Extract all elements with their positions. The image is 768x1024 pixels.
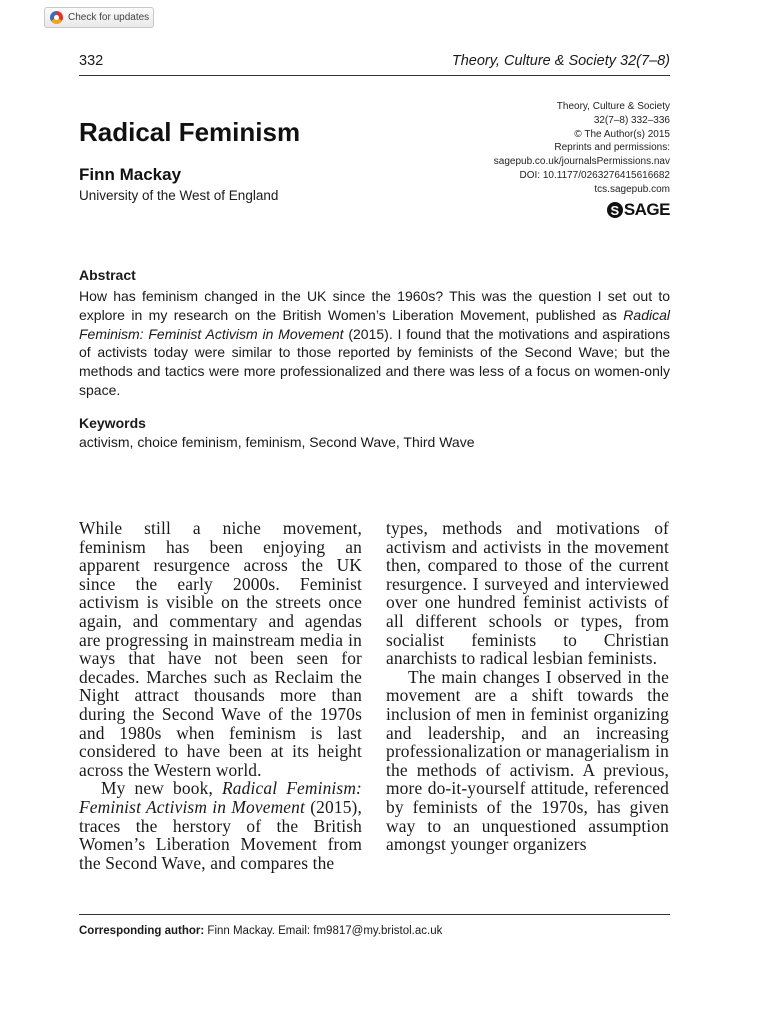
journal-citation: Theory, Culture & Society 32(7–8) [451, 53, 670, 69]
author-name: Finn Mackay [79, 165, 182, 184]
meta-volume: 32(7–8) 332–336 [593, 114, 670, 126]
body-paragraph: types, methods and motivations of activism and activists in the movement then, compared to those of the current resurgence. I surveyed and interviewed over one hundred feminist activists of all different schools or types, from socialist feminists to Christian anarchists to radical lesbian feminists. [386, 518, 669, 669]
keywords-list: activism, choice feminism, feminism, Second Wave, Third Wave [79, 434, 475, 450]
meta-copyright: © The Author(s) 2015 [574, 128, 670, 140]
body-book-title: Radical Feminism: Feminist Activism in Movement [79, 778, 362, 817]
body-column-left [79, 519, 362, 872]
check-for-updates-label: Check for updates [68, 12, 150, 23]
article-title: Radical Feminism [79, 117, 301, 147]
meta-permissions-link[interactable]: sagepub.co.uk/journalsPermissions.nav [493, 156, 670, 168]
abstract-book-title: Radical Feminism: Feminist Activism in Movement [79, 306, 670, 342]
sage-mark-icon: S [607, 202, 623, 218]
author-affiliation: University of the West of England [79, 188, 279, 203]
sage-logo [607, 200, 670, 220]
abstract-heading: Abstract [79, 267, 136, 283]
crossmark-icon [50, 11, 63, 24]
header-rule [79, 75, 670, 76]
sage-wordmark: SAGE [623, 200, 670, 219]
page-number: 332 [79, 53, 104, 69]
corresponding-author [79, 925, 442, 937]
body-paragraph [79, 779, 362, 872]
body-paragraph: While still a niche movement, feminism has been enjoying an apparent resurgence across the UK since the early 2000s. Feminist activism is visible on the streets once again, and commentary and agendas are progressing in mainstream media in ways that have not been seen for decades. Marches such as Reclaim the Night attract thousands more than during the Second Wave of the 1970s and 1980s when feminism is last considered to have been at its height across the Western world. [79, 518, 362, 780]
corresponding-author-details: Finn Mackay. Email: fm9817@my.bristol.ac.uk [204, 925, 443, 937]
body-column-right [386, 519, 669, 854]
corresponding-author-label: Corresponding author: [79, 925, 205, 937]
meta-doi[interactable]: DOI: 10.1177/0263276415616682 [519, 169, 670, 181]
body-text: My new book, [101, 778, 223, 799]
meta-journal: Theory, Culture & Society [556, 101, 670, 112]
abstract-text-part: (2015). I found that the motivations and aspirations of activists today were similar to those reported by feminists of the Second Wave; but the methods and tactics were more professionalized and there was less of a focus on women-only space. [79, 325, 670, 398]
journal-meta [494, 100, 670, 197]
abstract-text-part: How has feminism changed in the UK since the 1960s? This was the question I set out to explore in my research on the British Women’s Liberation Movement, published as [79, 288, 670, 323]
check-for-updates-button[interactable] [44, 7, 154, 28]
meta-reprints: Reprints and permissions: [554, 142, 670, 154]
meta-website[interactable]: tcs.sagepub.com [594, 183, 670, 195]
running-head [79, 53, 670, 69]
body-paragraph: The main changes I observed in the movement are a shift towards the inclusion of men in feminist organizing and leadership, and an increasing professionalization or managerialism in the methods of activism. A previous, more do-it-yourself attitude, referenced by feminists of the 1970s, has given way to an unquestioned assumption amongst younger organizers [386, 666, 669, 855]
footer-rule [79, 914, 670, 915]
keywords-heading: Keywords [79, 415, 146, 431]
abstract-text [79, 287, 670, 400]
body-text: (2015), traces the herstory of the British Women’s Liberation Movement from the Second Wave, and compares the [79, 796, 362, 873]
